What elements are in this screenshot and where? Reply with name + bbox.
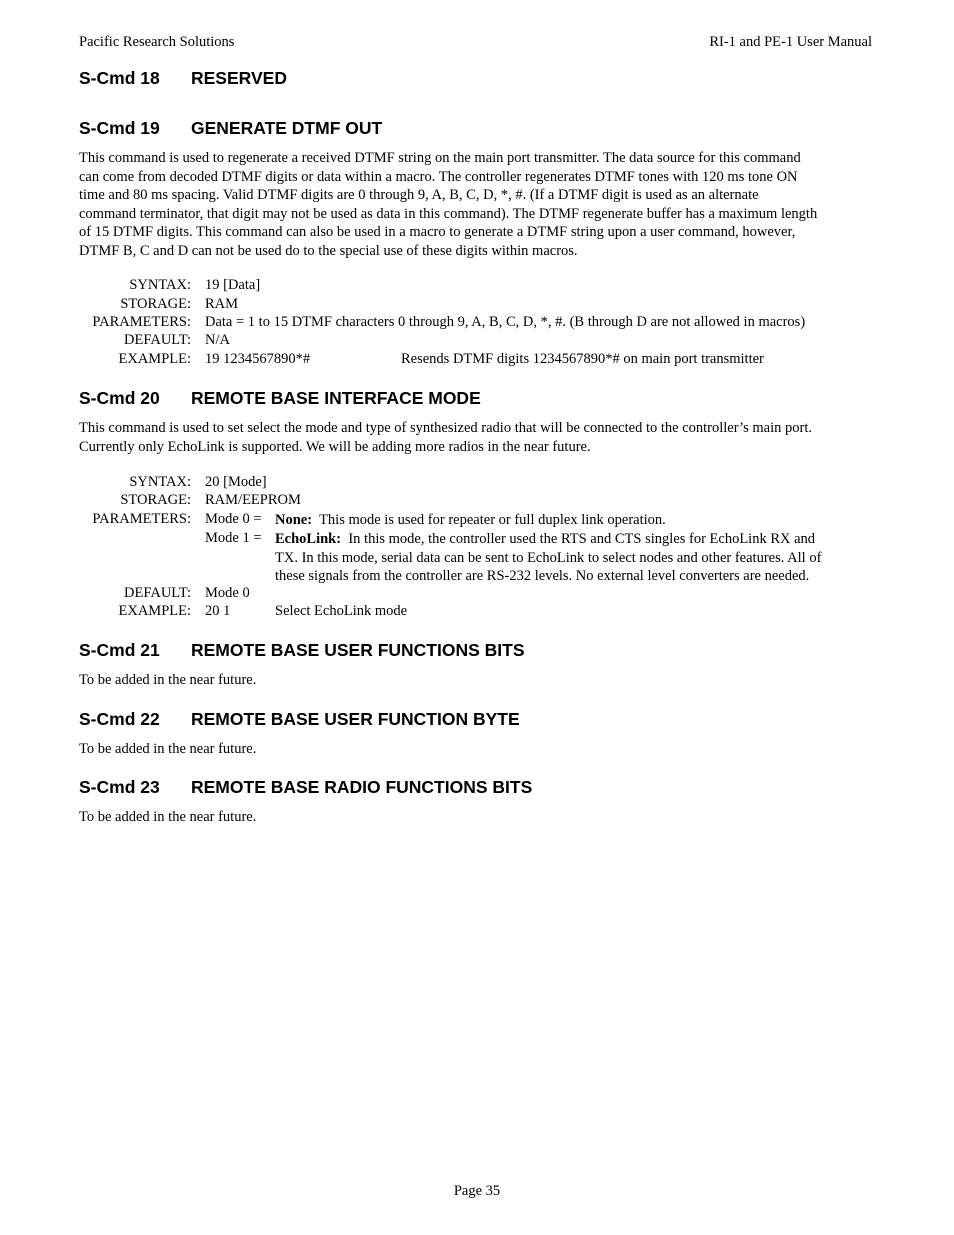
storage-label: STORAGE: bbox=[120, 492, 191, 508]
parameters-label: PARAMETERS: bbox=[92, 511, 191, 527]
example-label: EXAMPLE: bbox=[118, 351, 191, 367]
syntax-value: 20 [Mode] bbox=[205, 474, 267, 490]
default-row bbox=[79, 585, 879, 604]
default-label: DEFAULT: bbox=[124, 332, 191, 348]
paragraph-line: can come from decoded DTMF digits or data within a macro. The controller regenerates DTMF tones with 120 ms tone ON bbox=[79, 168, 798, 185]
parameters-label: PARAMETERS: bbox=[92, 314, 191, 330]
section-heading-22 bbox=[79, 709, 520, 730]
section-21-description: To be added in the near future. bbox=[79, 672, 257, 688]
mode-0-description: This mode is used for repeater or full duplex link operation. bbox=[319, 512, 666, 528]
section-22-description: To be added in the near future. bbox=[79, 741, 257, 757]
mode-1-line: TX. In this mode, serial data can be sent to EchoLink to select nodes and other features. All of bbox=[275, 549, 822, 566]
command-number: S-Cmd 23 bbox=[79, 777, 160, 797]
section-heading-23 bbox=[79, 777, 532, 798]
paragraph-line: time and 80 ms spacing. Valid DTMF digits are 0 through 9, A, B, C, D, *, #. (If a DTMF digit is used as an alternate bbox=[79, 187, 759, 203]
storage-row bbox=[79, 492, 879, 511]
paragraph-line: of 15 DTMF digits. This command can also be used in a macro to generate a DTMF string upon a user command, however, bbox=[79, 224, 796, 240]
syntax-value: 19 [Data] bbox=[205, 277, 261, 293]
paragraph-line: DTMF B, C and D can not be used do to the special use of these digits within macros. bbox=[79, 242, 578, 259]
example-description: Select EchoLink mode bbox=[275, 603, 408, 619]
storage-value: RAM bbox=[205, 296, 239, 312]
paragraph-line: command terminator, that digit may not be used as data in this command). The DTMF regenerate buffer has a maximum length bbox=[79, 205, 818, 222]
section-heading-21 bbox=[79, 640, 525, 661]
section-23-description: To be added in the near future. bbox=[79, 809, 257, 825]
default-value: Mode 0 bbox=[205, 585, 250, 601]
command-title: REMOTE BASE USER FUNCTIONS BITS bbox=[191, 640, 525, 660]
command-title: RESERVED bbox=[191, 68, 287, 88]
storage-value: RAM/EEPROM bbox=[205, 492, 301, 508]
section-19-description bbox=[79, 149, 879, 260]
example-row bbox=[79, 351, 879, 370]
paragraph-line: This command is used to set select the mode and type of synthesized radio that will be connected to the controller’s main port. bbox=[79, 420, 813, 436]
mode-0-name: None: bbox=[275, 512, 313, 528]
syntax-row bbox=[79, 474, 879, 493]
command-number: S-Cmd 21 bbox=[79, 640, 160, 660]
command-number: S-Cmd 18 bbox=[79, 68, 160, 88]
paragraph-line: This command is used to regenerate a received DTMF string on the main port transmitter. The data source for this command bbox=[79, 150, 801, 166]
mode-1-line: these signals from the controller are RS-232 levels. No external level converters are needed. bbox=[275, 568, 810, 584]
parameters-row bbox=[79, 511, 879, 530]
mode-1-text bbox=[275, 530, 875, 586]
mode-0-text bbox=[275, 511, 875, 530]
command-title: GENERATE DTMF OUT bbox=[191, 118, 383, 138]
command-number: S-Cmd 19 bbox=[79, 118, 160, 138]
page-number: Page 35 bbox=[453, 1183, 501, 1199]
storage-label: STORAGE: bbox=[120, 296, 191, 312]
mode-1-line: In this mode, the controller used the RTS and CTS singles for EchoLink RX and bbox=[348, 531, 816, 547]
command-number: S-Cmd 22 bbox=[79, 709, 160, 729]
example-label: EXAMPLE: bbox=[118, 603, 191, 619]
command-title: REMOTE BASE USER FUNCTION BYTE bbox=[191, 709, 520, 729]
mode-0-label: Mode 0 = bbox=[205, 511, 262, 527]
syntax-label: SYNTAX: bbox=[129, 474, 191, 490]
storage-row bbox=[79, 296, 879, 315]
section-heading-18 bbox=[79, 68, 287, 89]
example-value: 19 1234567890*# bbox=[205, 351, 311, 367]
section-heading-19 bbox=[79, 118, 382, 139]
parameters-value: Data = 1 to 15 DTMF characters 0 through 9, A, B, C, D, *, #. (B through D are not allowed in macros) bbox=[205, 314, 806, 330]
section-20-description bbox=[79, 419, 879, 456]
mode-1-row bbox=[79, 530, 879, 586]
header-left: Pacific Research Solutions bbox=[79, 34, 235, 50]
command-title: REMOTE BASE RADIO FUNCTIONS BITS bbox=[191, 777, 533, 797]
default-row bbox=[79, 332, 879, 351]
default-value: N/A bbox=[205, 332, 230, 348]
example-value: 20 1 bbox=[205, 603, 231, 619]
mode-1-name: EchoLink: bbox=[275, 531, 342, 547]
example-row bbox=[79, 603, 879, 622]
example-description: Resends DTMF digits 1234567890*# on main port transmitter bbox=[401, 351, 764, 367]
command-number: S-Cmd 20 bbox=[79, 388, 160, 408]
section-heading-20 bbox=[79, 388, 481, 409]
syntax-label: SYNTAX: bbox=[129, 277, 191, 293]
paragraph-line: Currently only EchoLink is supported. We will be adding more radios in the near future. bbox=[79, 438, 591, 455]
parameters-row bbox=[79, 314, 879, 333]
mode-1-label: Mode 1 = bbox=[205, 530, 262, 546]
command-title: REMOTE BASE INTERFACE MODE bbox=[191, 388, 481, 408]
header-right: RI-1 and PE-1 User Manual bbox=[709, 34, 872, 50]
default-label: DEFAULT: bbox=[124, 585, 191, 601]
syntax-row bbox=[79, 277, 879, 296]
